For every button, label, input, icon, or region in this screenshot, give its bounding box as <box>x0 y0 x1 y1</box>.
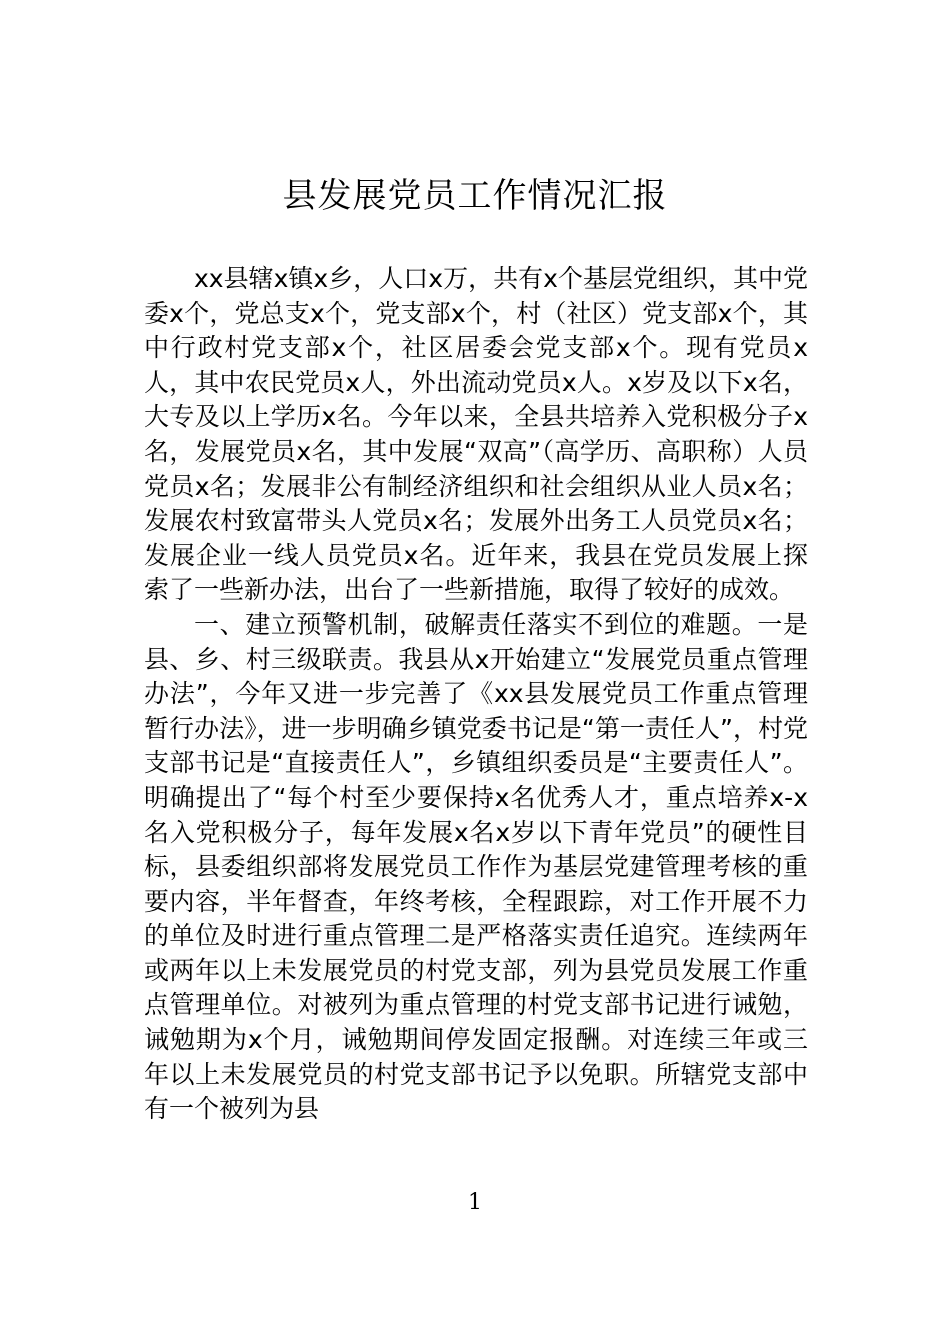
document-body <box>144 262 808 1127</box>
body-paragraph-section-one: 一、建立预警机制，破解责任落实不到位的难题。一是县、乡、村三级联责。我县从x开始建立“发展党员重点管理办法”，今年又进一步完善了《xx县发展党员工作重点管理暂行办法》，进一步明确乡镇党委书记是“第一责任人”，村党支部书记是“直接责任人”，乡镇组织委员是“主要责任人”。明确提出了“每个村至少要保持x名优秀人才，重点培养x-x名入党积极分子，每年发展x名x岁以下青年党员”的硬性目标，县委组织部将发展党员工作作为基层党建管理考核的重要内容，半年督查，年终考核，全程跟踪，对工作开展不力的单位及时进行重点管理二是严格落实责任追究。连续两年或两年以上未发展党员的村党支部，列为县党员发展工作重点管理单位。对被列为重点管理的村党支部书记进行诫勉，诫勉期为x个月，诫勉期间停发固定报酬。对连续三年或三年以上未发展党员的村党支部书记予以免职。所辖党支部中有一个被列为县 <box>144 609 808 1124</box>
document-title: 县发展党员工作情况汇报 <box>282 176 668 216</box>
body-paragraph-intro: xx县辖x镇x乡，人口x万，共有x个基层党组织，其中党委x个，党总支x个，党支部x个，村（社区）党支部x个，其中行政村党支部x个，社区居委会党支部x个。现有党员x人，其中农民党员x人，外出流动党员x人。x岁及以下x名，大专及以上学历x名。今年以来，全县共培养入党积极分子x名，发展党员x名，其中发展“双高”（高学历、高职称）人员党员x名；发展非公有制经济组织和社会组织从业人员x名；发展农村致富带头人党员x名；发展外出务工人员党员x名；发展企业一线人员党员x名。近年来，我县在党员发展上探索了一些新办法，出台了一些新措施，取得了较好的成效。 <box>144 264 808 605</box>
page-number: 1 <box>468 1190 482 1215</box>
